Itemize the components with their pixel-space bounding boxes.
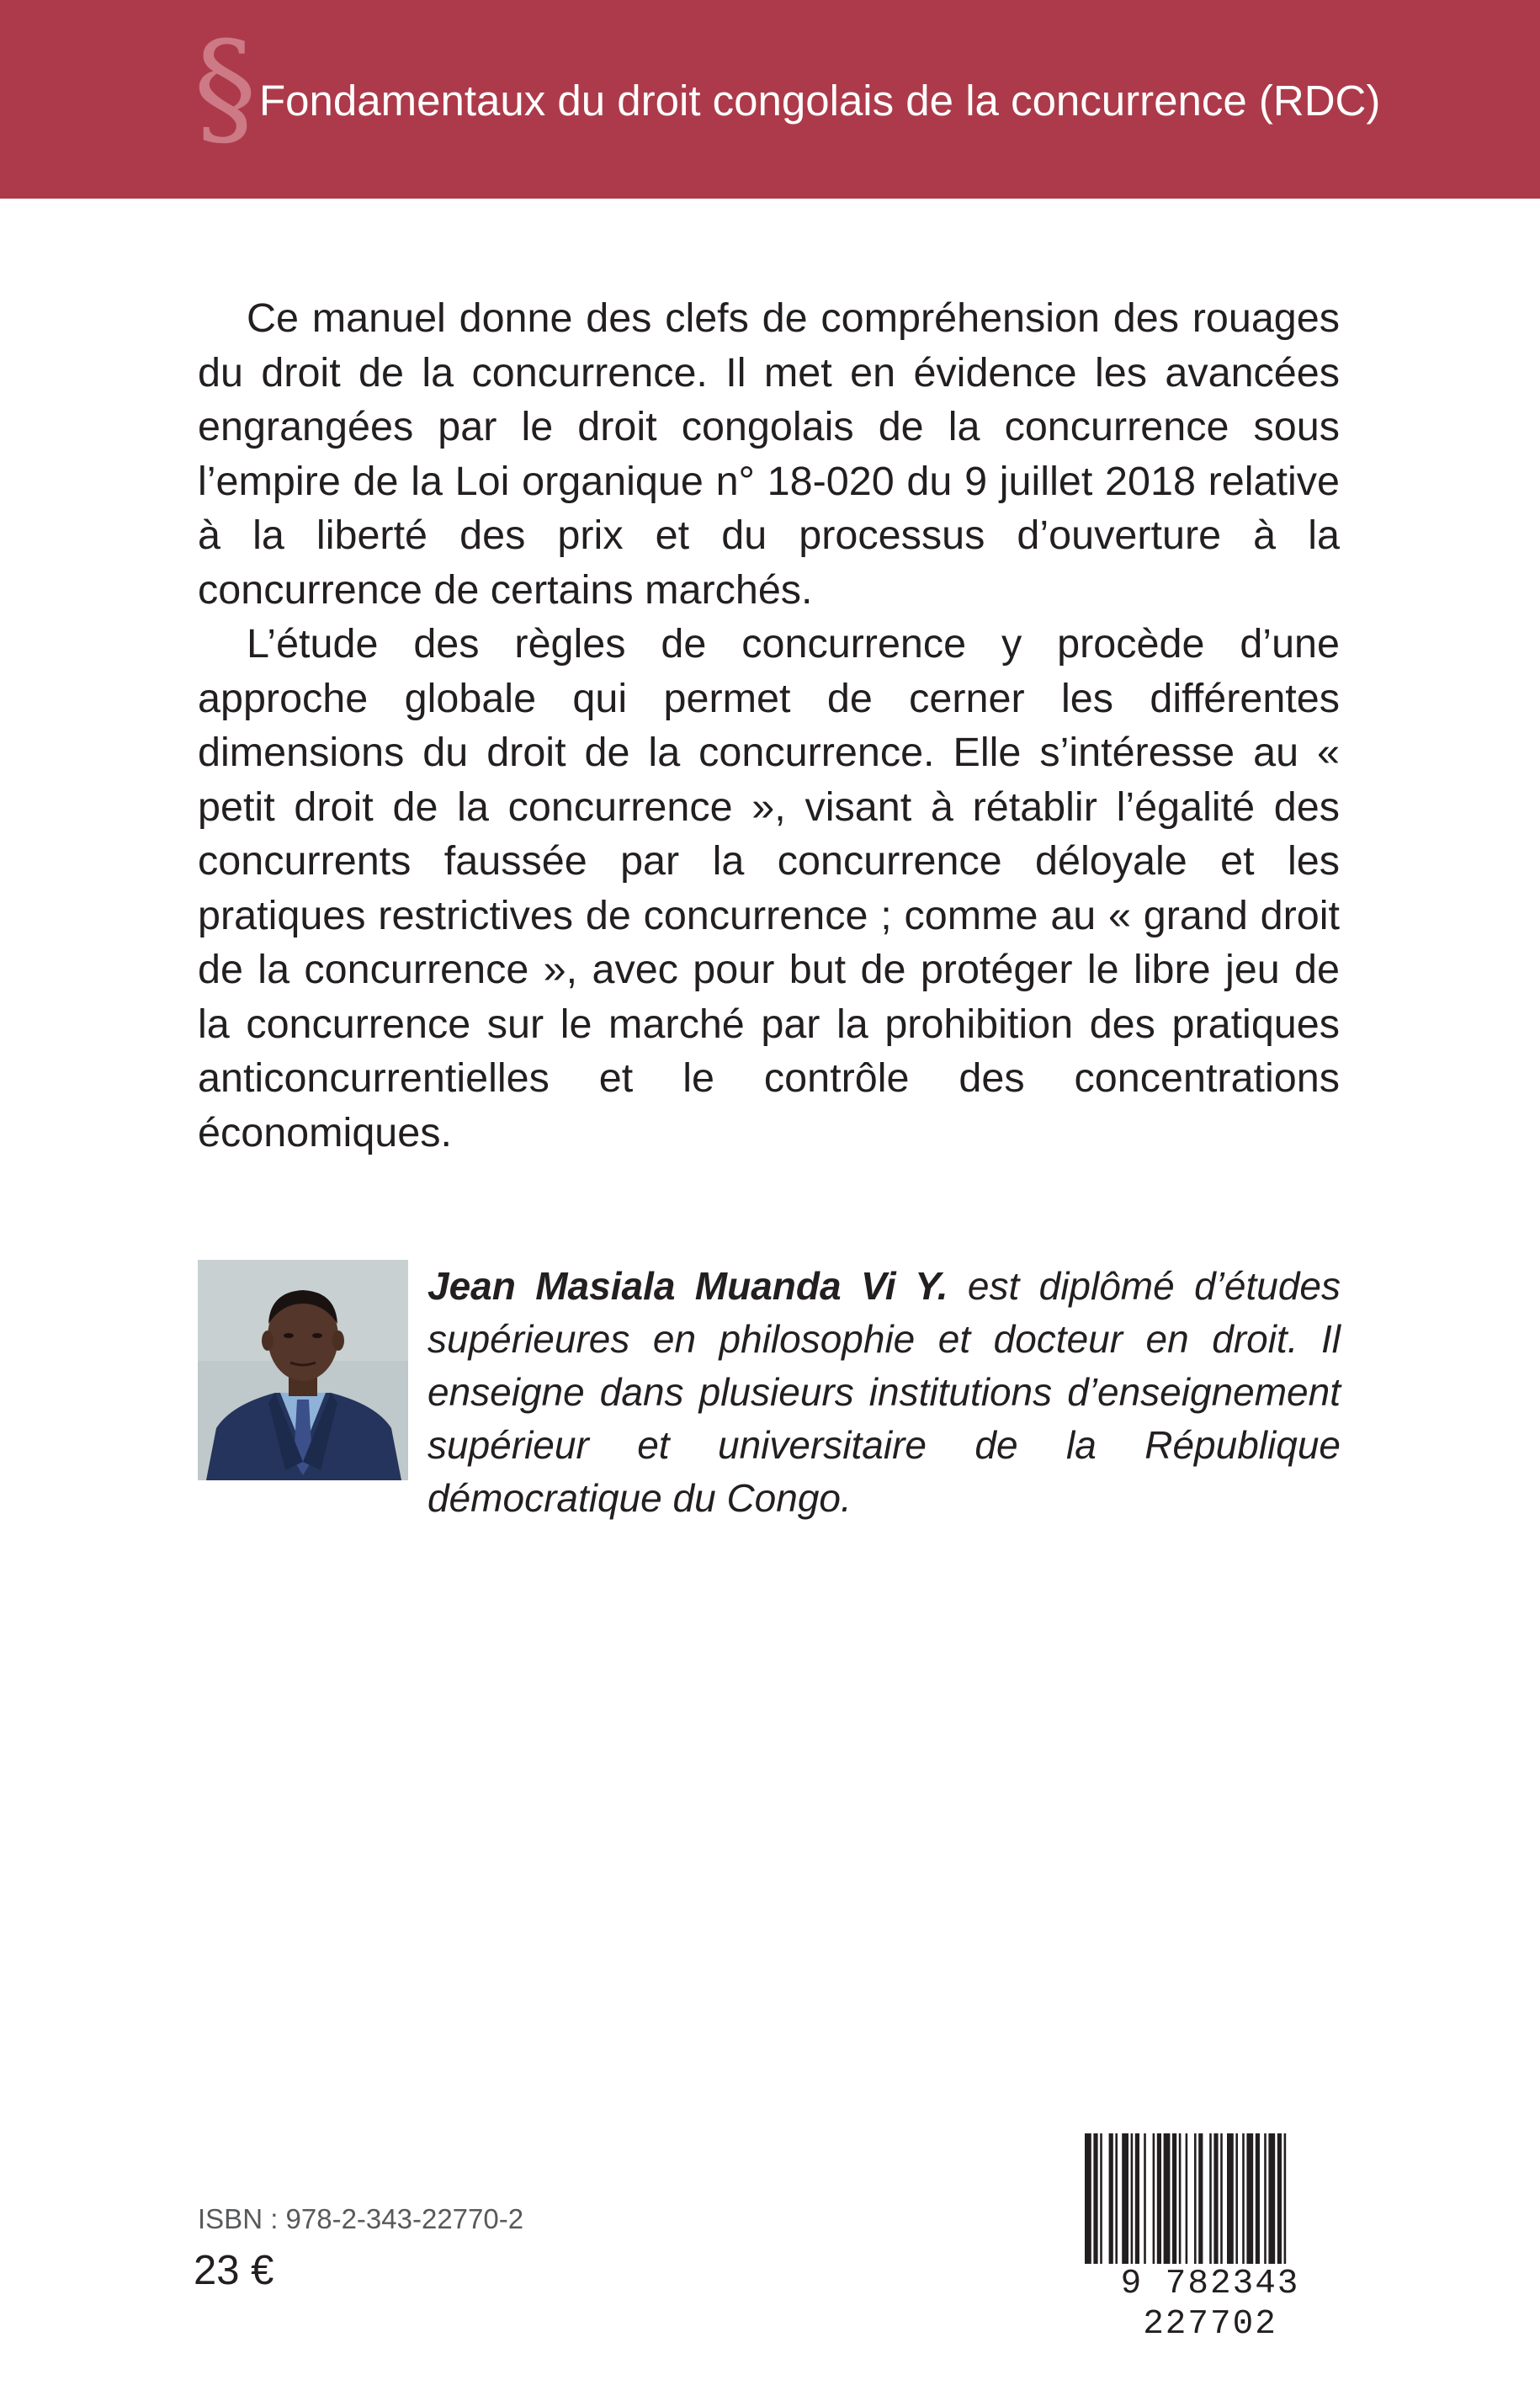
author-bio-text: est diplômé d’études supérieures en philosophie et docteur en droit. Il enseigne dans plusieurs institutions d’enseignement supérieur et universitaire de la République démocratique du Congo.: [427, 1264, 1341, 1520]
price: 23 €: [194, 2248, 274, 2293]
series-title: Fondamentaux du droit congolais de la concurrence (RDC): [259, 77, 1381, 125]
author-name: Jean Masiala Muanda Vi Y.: [427, 1264, 948, 1308]
back-cover-blurb: [198, 291, 1340, 1160]
isbn: ISBN : 978-2-343-22770-2: [198, 2203, 524, 2234]
author-bio: [427, 1260, 1341, 1525]
barcode-digits: 9 782343 227702: [1075, 2264, 1345, 2345]
blurb-paragraph-2: L’étude des règles de concurrence y procède d’une approche globale qui permet de cerner les différentes dimensions du droit de la concurrence. Elle s’intéresse au « petit droit de la concurrence », visant à rétablir l’égalité des concurrents faussée par la concurrence déloyale et les pratiques restrictives de concurrence ; comme au « grand droit de la concurrence », avec pour but de protéger le libre jeu de la concurrence sur le marché par la prohibition des pratiques anticoncurrentielles et le contrôle des concentrations économiques.: [198, 621, 1340, 1155]
author-photo: [198, 1260, 408, 1480]
header-band: [0, 0, 1540, 199]
section-sign-icon: §: [194, 15, 257, 162]
blurb-paragraph-1: Ce manuel donne des clefs de compréhension des rouages du droit de la concurrence. Il met en évidence les avancées engrangées par le droit congolais de la concurrence sous l’empire de la Loi organique n° 18-020 du 9 juillet 2018 relative à la liberté des prix et du processus d’ouverture à la concurrence de certains marchés.: [198, 295, 1340, 613]
